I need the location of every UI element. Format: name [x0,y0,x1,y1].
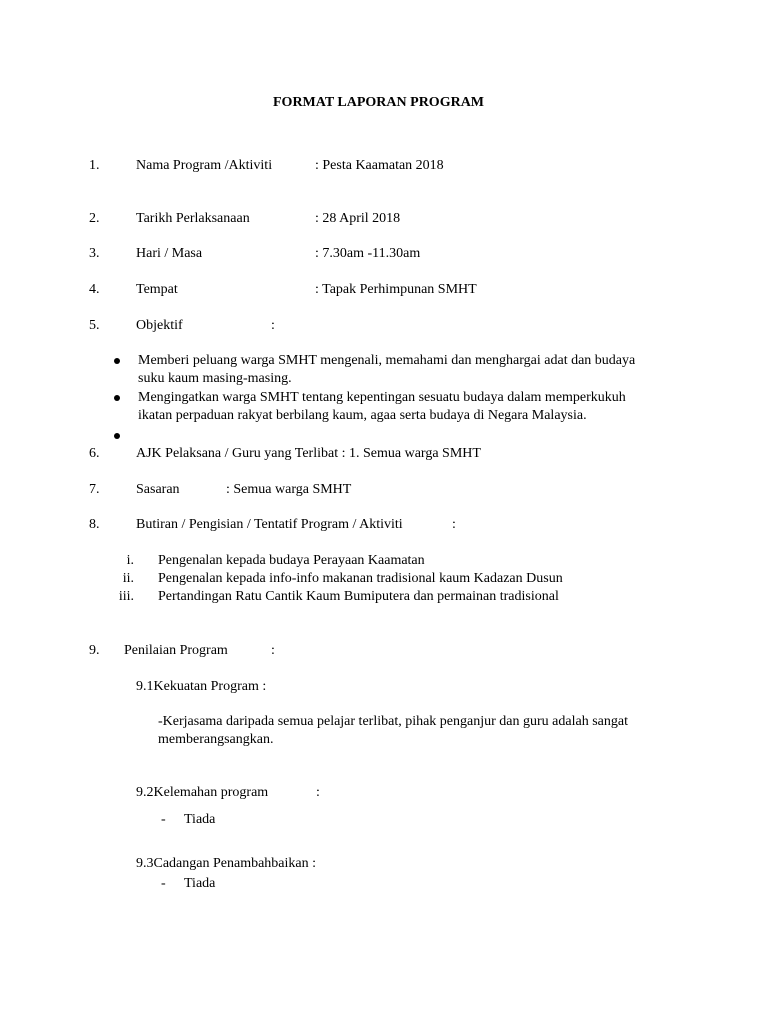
objective-1-line-2: suku kaum masing-masing. [138,371,292,386]
item-label-objective: Objektif [136,318,183,333]
item-value-target: : Semua warga SMHT [226,482,352,497]
item-number: 2. [89,211,100,226]
roman-item-text: Pertandingan Ratu Cantik Kaum Bumiputera dan permainan tradisional [158,589,559,604]
section-9-1-heading: 9.1Kekuatan Program : [136,679,267,694]
objective-2-line-1: Mengingatkan warga SMHT tentang kepentingan sesuatu budaya dalam memperkukuh [138,390,626,405]
item-number: 6. [89,446,100,461]
roman-item-text: Pengenalan kepada info-info makanan tradisional kaum Kadazan Dusun [158,571,563,586]
item-value-time: : 7.30am -11.30am [315,246,421,261]
bullet-icon [114,358,120,364]
section-9-2-colon: : [316,785,320,800]
item-value-venue: : Tapak Perhimpunan SMHT [315,282,477,297]
section-9-2-value: Tiada [184,812,216,827]
dash-marker: - [161,812,166,827]
item-number: 9. [89,643,100,658]
item-colon-objective: : [271,318,275,333]
item-value-date: : 28 April 2018 [315,211,401,226]
section-9-2-heading: 9.2Kelemahan program [136,785,269,800]
item-label-program-name: Nama Program /Aktiviti [136,158,273,173]
item-label-details: Butiran / Pengisian / Tentatif Program / Aktiviti [136,517,403,532]
item-number: 1. [89,158,100,173]
bullet-icon [114,433,120,439]
item-label-venue: Tempat [136,282,178,297]
roman-item-text: Pengenalan kepada budaya Perayaan Kaamatan [158,553,425,568]
item-label-target: Sasaran [136,482,180,497]
item-number: 3. [89,246,100,261]
objective-2-line-2: ikatan perpaduan rakyat berbilang kaum, agaa serta budaya di Negara Malaysia. [138,408,587,423]
roman-number: iii. [118,589,134,604]
item-label-time: Hari / Masa [136,246,203,261]
item-label-evaluation: Penilaian Program [124,643,228,658]
item-colon-evaluation: : [271,643,275,658]
section-9-1-line-1: -Kerjasama daripada semua pelajar terlibat, pihak penganjur dan guru adalah sangat [158,714,628,729]
section-9-3-value: Tiada [184,876,216,891]
item-number: 7. [89,482,100,497]
item-value-program-name: : Pesta Kaamatan 2018 [315,158,444,173]
item-label-committee: AJK Pelaksana / Guru yang Terlibat : 1. Semua warga SMHT [136,446,481,461]
item-number: 5. [89,318,100,333]
section-9-1-line-2: memberangsangkan. [158,732,274,747]
item-number: 8. [89,517,100,532]
bullet-icon [114,395,120,401]
objective-1-line-1: Memberi peluang warga SMHT mengenali, memahami dan menghargai adat dan budaya [138,353,636,368]
roman-number: ii. [122,571,134,586]
item-label-date: Tarikh Perlaksanaan [136,211,250,226]
roman-number: i. [126,553,134,568]
item-number: 4. [89,282,100,297]
dash-marker: - [161,876,166,891]
document-title: FORMAT LAPORAN PROGRAM [273,95,485,110]
section-9-3-heading: 9.3Cadangan Penambahbaikan : [136,856,317,871]
item-colon-details: : [452,517,456,532]
